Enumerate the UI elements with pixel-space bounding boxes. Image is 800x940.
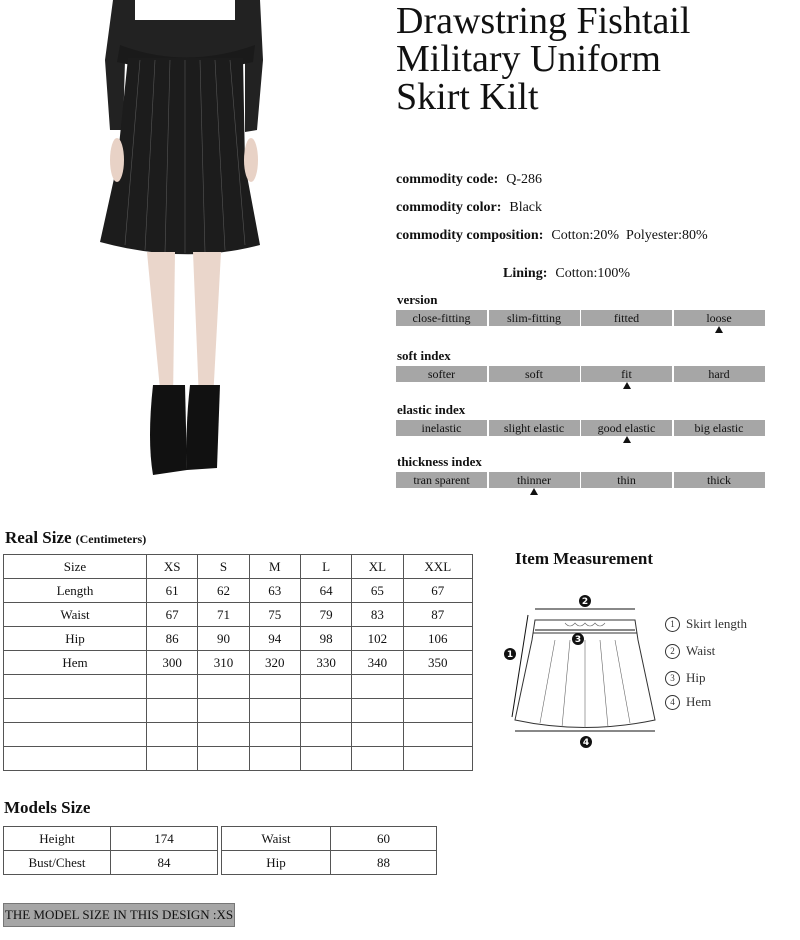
models-size-table-right	[221, 826, 437, 875]
soft-index-bar	[396, 366, 765, 382]
title-line-1: Drawstring Fishtail	[396, 0, 691, 42]
product-title	[396, 2, 796, 116]
table-row-empty	[4, 675, 473, 699]
real-size-table	[3, 554, 473, 771]
elastic-index-option: good elastic	[581, 420, 672, 436]
soft-index-label: soft index	[397, 348, 451, 363]
model-size-note: THE MODEL SIZE IN THIS DESIGN :XS	[3, 903, 235, 927]
table-header-row	[4, 555, 473, 579]
version-option: loose	[674, 310, 765, 326]
title-line-3: Skirt Kilt	[396, 76, 539, 118]
item-measurement-heading: Item Measurement	[515, 549, 654, 568]
table-header-cell: XXL	[403, 555, 472, 579]
commodity-composition: commodity composition: Cotton:20% Polyester:80%	[396, 228, 708, 243]
soft-index-option: hard	[674, 366, 765, 382]
table-row: Hem 300 310 320 330 340 350	[4, 651, 473, 675]
version-option: fitted	[581, 310, 672, 326]
elastic-index-option: slight elastic	[489, 420, 580, 436]
models-size-table-left	[3, 826, 218, 875]
thickness-index-bar	[396, 472, 765, 488]
table-row: Hip 88	[222, 851, 437, 875]
models-size-heading: Models Size	[4, 798, 91, 817]
version-option: slim-fitting	[489, 310, 580, 326]
title-line-2: Military Uniform	[396, 38, 661, 80]
lining: Lining: Cotton:100%	[503, 266, 631, 281]
version-option: close-fitting	[396, 310, 487, 326]
table-row: Waist 60	[222, 827, 437, 851]
soft-index-option: fit	[581, 366, 672, 382]
thickness-index-indicator-icon	[530, 488, 538, 495]
marker-2: 2	[581, 597, 589, 607]
skirt-measurement-diagram	[500, 585, 670, 755]
thickness-index-option: thick	[674, 472, 765, 488]
soft-index-option: soft	[489, 366, 580, 382]
table-header-cell: L	[300, 555, 351, 579]
real-size-heading: Real Size (Centimeters)	[5, 528, 147, 547]
table-header-cell: S	[198, 555, 249, 579]
table-row: Length 61 62 63 64 65 67	[4, 579, 473, 603]
thickness-index-option: thinner	[489, 472, 580, 488]
table-header-cell: Size	[4, 555, 147, 579]
version-bar	[396, 310, 765, 326]
version-label: version	[397, 292, 438, 307]
soft-index-indicator-icon	[623, 382, 631, 389]
table-header-cell: M	[249, 555, 300, 579]
product-photo	[95, 0, 275, 495]
soft-index-option: softer	[396, 366, 487, 382]
table-header-cell: XL	[352, 555, 403, 579]
table-row: Hip 86 90 94 98 102 106	[4, 627, 473, 651]
elastic-index-indicator-icon	[623, 436, 631, 443]
marker-1: 1	[506, 650, 514, 660]
legend-waist: 2 Waist	[665, 643, 715, 659]
table-row: Height 174	[4, 827, 218, 851]
commodity-code: commodity code: Q-286	[396, 172, 543, 187]
table-header-cell: XS	[147, 555, 198, 579]
legend-hem: 4 Hem	[665, 694, 711, 710]
elastic-index-option: inelastic	[396, 420, 487, 436]
marker-3: 3	[574, 635, 582, 645]
table-row-empty	[4, 747, 473, 771]
commodity-color: commodity color: Black	[396, 200, 543, 215]
elastic-index-option: big elastic	[674, 420, 765, 436]
elastic-index-bar	[396, 420, 765, 436]
legend-hip: 3 Hip	[665, 670, 706, 686]
legend-skirt-length: 1 Skirt length	[665, 616, 747, 632]
table-row: Bust/Chest 84	[4, 851, 218, 875]
version-indicator-icon	[715, 326, 723, 333]
thickness-index-label: thickness index	[397, 454, 482, 469]
table-row: Waist 67 71 75 79 83 87	[4, 603, 473, 627]
elastic-index-label: elastic index	[397, 402, 466, 417]
marker-4: 4	[582, 738, 590, 748]
thickness-index-option: tran sparent	[396, 472, 487, 488]
table-row-empty	[4, 699, 473, 723]
thickness-index-option: thin	[581, 472, 672, 488]
table-row-empty	[4, 723, 473, 747]
